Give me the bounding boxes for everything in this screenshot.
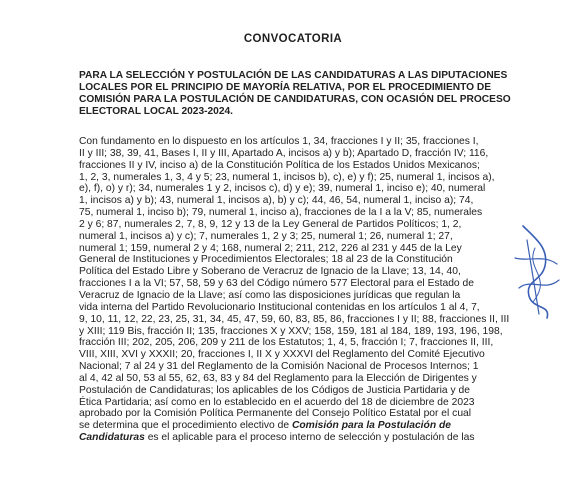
body-line: fracciones II y IV, inciso a) de la Constitución Política de los Estados Unidos Mexicanos; [79, 159, 480, 171]
body-line: vida interna del Partido Revolucionario Institucional contenidas en los artículos 1 al 4, 7, [79, 301, 480, 313]
body-line: Política del Estado Libre y Soberano de Veracruz de Ignacio de la Llave; 13, 14, 40, [79, 266, 461, 278]
body-line [79, 420, 529, 432]
body-line: aprobado por la Comisión Política Permanente del Consejo Político Estatal por el cual [79, 408, 472, 420]
body-line: 75, numeral 1, inciso b); 79, numeral 1, inciso a), fracciones de la I a la V; 85, numerales [79, 207, 483, 219]
heading-line: ELECTORAL LOCAL 2023-2024. [79, 105, 233, 117]
body-line: Veracruz de Ignacio de la Llave; así como las disposiciones jurídicas que regulan la [79, 289, 461, 301]
body-line: Con fundamento en lo dispuesto en los artículos 1, 34, fracciones I y II; 35, fracciones I, [79, 136, 479, 147]
convocatoria-heading [79, 70, 519, 118]
body-line: fracción III; 202, 205, 206, 209 y 211 de los Estatutos; 1, 4, 5, fracción I; 7, fracciones II, III, [79, 337, 494, 349]
body-line: 2 y 6; 87, numerales 2, 7, 8, 9, 12 y 13 de la Ley General de Partidos Políticos; 1, 2, [79, 218, 462, 230]
body-line: 9, 10, 11, 12, 22, 23, 25, 31, 34, 45, 47, 59, 60, 83, 85, 86, fracciones I y II; 88, fracciones II, III [79, 313, 510, 325]
body-line: General de Instituciones y Procedimientos Electorales; 18 al 23 de la Constitución [79, 254, 453, 266]
handwritten-signature [505, 218, 565, 328]
body-line: numeral 1; 159, numeral 2 y 4; 168, numeral 2; 211, 212, 226 al 231 y 445 de la Ley [79, 242, 462, 254]
body-line: 1, 2, 3, numerales 1, 3, 4 y 5; 23, numeral 1, incisos b), c), e) y f); 25, numeral 1, incisos a), [79, 171, 495, 183]
heading-line: COMISIÓN PARA LA POSTULACIÓN DE CANDIDATURAS, CON OCASIÓN DEL PROCESO [79, 93, 511, 105]
body-line: numeral 1, incisos a) y c); 7, numerales 1, 2 y 3; 25, numeral 1; 26, numeral 1; 27, [79, 230, 453, 242]
body-line: al 4, 42 al 50, 53 al 55, 62, 63, 83 y 84 del Reglamento para la Elección de Dirigentes y [79, 372, 477, 384]
body-line: e), f), o) y r); 34, numerales 1 y 2, incisos c), d) y e); 39, numeral 1, inciso e); 40, numeral [79, 183, 486, 195]
body-line: VIII, XIII, XVI y XXXII; 20, fracciones I, II X y XXXVI del Reglamento del Comité Ejecutivo [79, 349, 485, 361]
body-line-text: se determina que el procedimiento electivo de [79, 420, 292, 432]
body-line: fracciones I a la VI; 57, 58, 59 y 63 del Código número 577 Electoral para el Estado de [79, 278, 474, 290]
body-line: II y III; 38, 39, 41, Bases I, II y III, Apartado A, incisos a) y b); Apartado D, fracción IV; 116, [79, 147, 489, 159]
body-line: y XIII; 119 Bis, fracción II; 135, fracciones X y XXV; 158, 159, 181 al 184, 189, 193, 196, 198, [79, 325, 503, 337]
emphasis-text: Comisión para la Postulación de [291, 420, 452, 432]
emphasis-text-cont: Candidaturas [79, 432, 145, 444]
body-line: Nacional; 7 al 24 y 31 del Reglamento de la Comisión Nacional de Procesos Internos; 1 [79, 361, 479, 373]
document-title: CONVOCATORIA [243, 33, 343, 45]
legal-basis-paragraph [79, 136, 529, 444]
body-line: Postulación de Candidaturas; los aplicables de los Códigos de Justicia Partidaria y de [79, 384, 470, 396]
body-line: 1, incisos a) y b); 43, numeral 1, incisos a), b) y c); 44, 46, 54, numeral 1, inciso a); 74, [79, 195, 474, 207]
heading-line: LOCALES POR EL PRINCIPIO DE MAYORÍA RELATIVA, POR EL PROCEDIMIENTO DE [79, 81, 492, 93]
body-line-text: es el aplicable para el proceso interno de selección y postulación de las [147, 432, 475, 444]
body-line [79, 432, 529, 444]
heading-line: PARA LA SELECCIÓN Y POSTULACIÓN DE LAS CANDIDATURAS A LAS DIPUTACIONES [79, 70, 508, 81]
body-line: Ética Partidaria; así como en lo establecido en el acuerdo del 18 de diciembre de 2023 [79, 396, 475, 408]
